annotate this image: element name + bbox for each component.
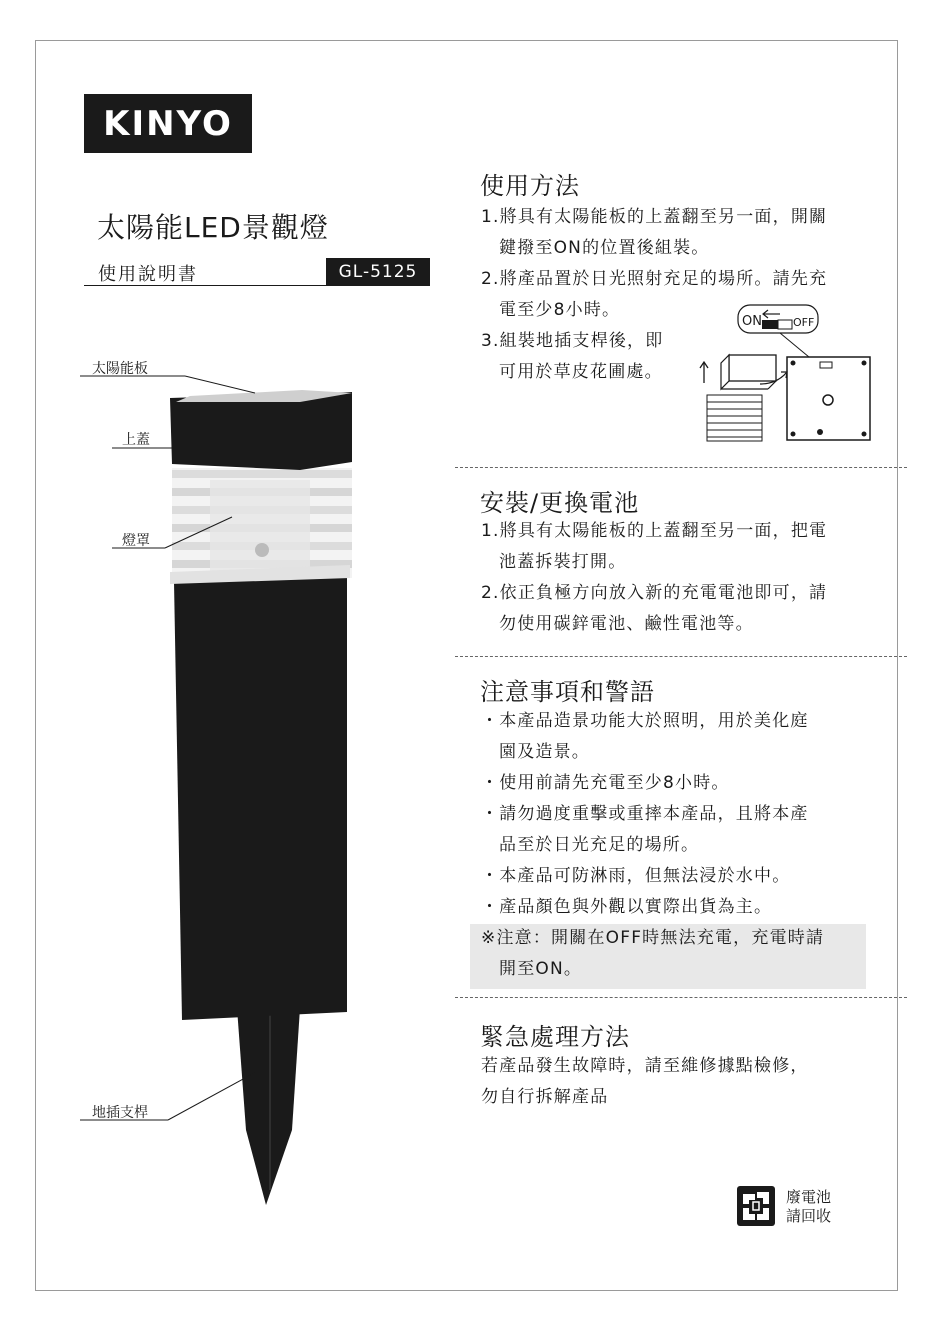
battery-line: 1.將具有太陽能板的上蓋翻至另一面，把電: [481, 521, 828, 541]
emergency-line: 若產品發生故障時，請至維修據點檢修，: [481, 1056, 809, 1076]
caution-line: ・產品顏色與外觀以實際出貨為主。: [481, 897, 773, 917]
recycle-line: 請回收: [786, 1207, 832, 1225]
label-solar-panel: 太陽能板: [92, 361, 148, 377]
usage-line: 可用於草皮花圃處。: [499, 362, 663, 382]
caution-title: 注意事項和警語: [480, 678, 655, 706]
top-cover: [170, 392, 352, 470]
lamp-shade: [170, 468, 352, 584]
emergency-line: 勿自行拆解產品: [481, 1087, 609, 1107]
emergency-title: 緊急處理方法: [480, 1023, 630, 1051]
caution-line: ・請勿過度重擊或重摔本產品，且將本產: [481, 804, 809, 824]
caution-line: 園及造景。: [499, 742, 590, 762]
lamp-body: [174, 572, 347, 1020]
recycle-text: [786, 1188, 831, 1226]
usage-title: 使用方法: [480, 172, 580, 200]
label-lamp-shade: 燈罩: [122, 533, 150, 549]
label-top-cover: 上蓋: [122, 432, 150, 448]
caution-line: ・本產品造景功能大於照明，用於美化庭: [481, 711, 809, 731]
cover-bottom-view: [787, 357, 870, 440]
subtitle-bar: [84, 258, 430, 286]
section-divider: [455, 467, 907, 468]
battery-line: 2.依正負極方向放入新的充電電池即可，請: [481, 583, 828, 603]
note-line: ※注意：開關在OFF時無法充電，充電時請: [481, 928, 825, 948]
emergency-text: [481, 1051, 871, 1113]
battery-text: [481, 516, 871, 640]
caution-line: 品至於日光充足的場所。: [499, 835, 700, 855]
battery-title: 安裝/更換電池: [480, 489, 640, 517]
usage-line: 3.組裝地插支桿後，即: [481, 331, 664, 351]
manual-label: 使用說明書: [98, 264, 198, 285]
caution-text: [481, 706, 871, 985]
shade-piece: [707, 395, 762, 441]
battery-line: 池蓋拆裝打開。: [499, 552, 627, 572]
ground-stake-shape: [237, 1008, 300, 1205]
model-number: GL-5125: [326, 258, 430, 285]
recycle-line: 廢電池: [786, 1188, 832, 1206]
caution-line: ・使用前請先充電至少8小時。: [481, 773, 730, 793]
caution-line: ・本產品可防淋雨，但無法浸於水中。: [481, 866, 791, 886]
recycle-icon: [737, 1186, 775, 1226]
note-line: 開至ON。: [499, 959, 583, 979]
switch-off-label: OFF: [793, 316, 815, 329]
usage-line: 1.將具有太陽能板的上蓋翻至另一面，開關: [481, 207, 828, 227]
usage-line: 2.將產品置於日光照射充足的場所。請先充: [481, 269, 828, 289]
brand-logo: KINYO: [84, 94, 252, 153]
section-divider: [455, 997, 907, 998]
product-illustration: [60, 355, 400, 1215]
battery-line: 勿使用碳鋅電池、鹼性電池等。: [499, 614, 754, 634]
label-ground-stake: 地插支桿: [92, 1105, 148, 1121]
product-title: 太陽能LED景觀燈: [97, 211, 329, 244]
usage-line: 鍵撥至ON的位置後組裝。: [499, 238, 710, 258]
switch-diagram: [690, 300, 880, 450]
section-divider: [455, 656, 907, 657]
usage-line: 電至少8小時。: [499, 300, 621, 320]
cover-piece: [729, 355, 776, 381]
switch-on-label: ON: [742, 314, 762, 329]
